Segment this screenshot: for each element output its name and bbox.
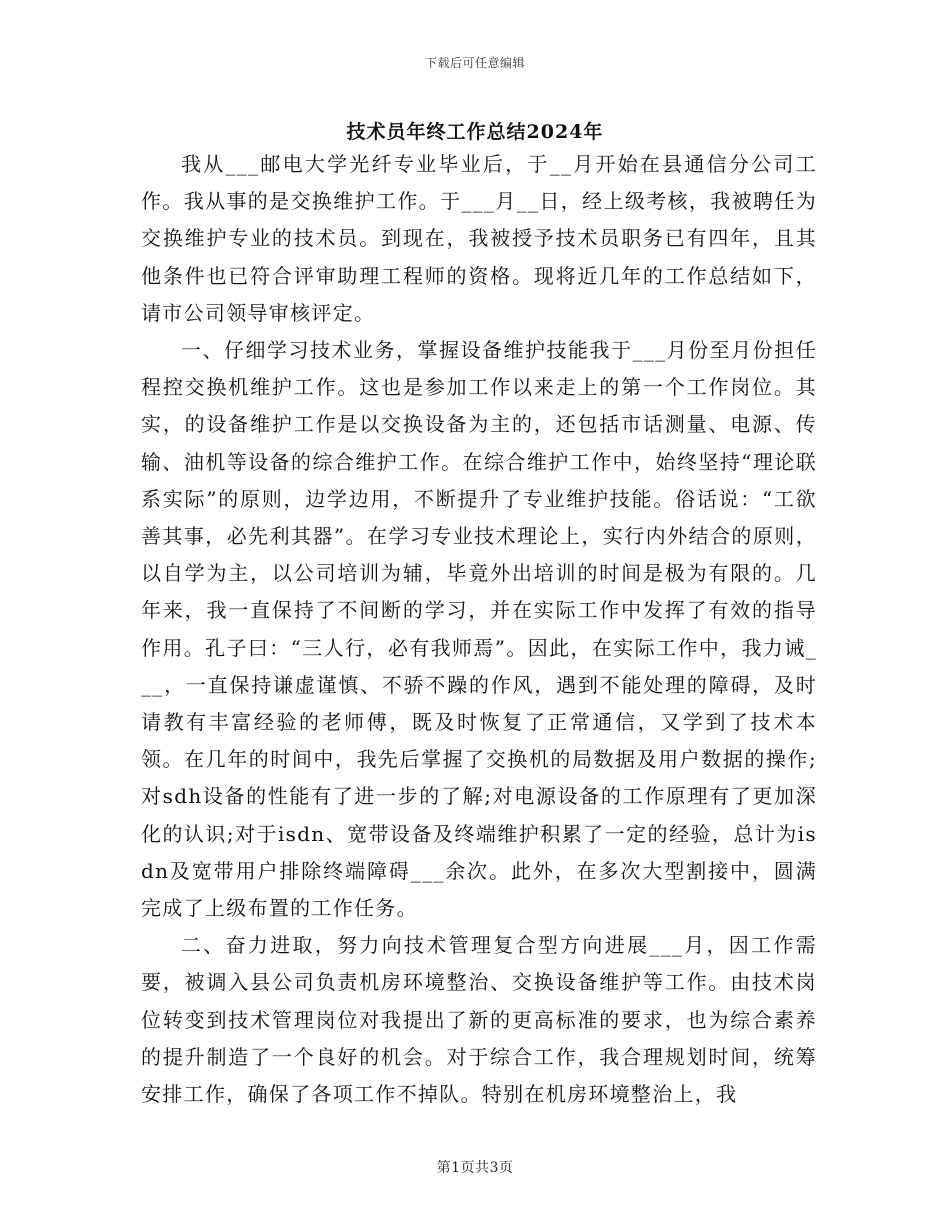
document-body [141, 146, 817, 1113]
page-header: 下载后可任意编辑 [424, 56, 525, 70]
page-footer: 第1页共3页 [436, 1160, 514, 1176]
document-title: 技术员年终工作总结2024年 [346, 121, 604, 143]
paragraph-intro: 我从___邮电大学光纤专业毕业后，于__月开始在县通信分公司工作。我从事的是交换维护工作。于___月__日，经上级考核，我被聘任为交换维护专业的技术员。到现在，我被授予技术员职务已有四年，且其他条件也已符合评审助理工程师的资格。现将近几年的工作总结如下，请市公司领导审核评定。 [141, 152, 817, 325]
paragraph-section-1: 一、仔细学习技术业务，掌握设备维护技能我于___月份至月份担任程控交换机维护工作。这也是参加工作以来走上的第一个工作岗位。其实，的设备维护工作是以交换设备为主的，还包括市话测量、电源、传输、油机等设备的综合维护工作。在综合维护工作中，始终坚持“理论联系实际”的原则，边学边用，不断提升了专业维护技能。俗话说：“工欲善其事，必先利其器”。在学习专业技术理论上，实行内外结合的原则，以自学为主，以公司培训为辅，毕竟外出培训的时间是极为有限的。几年来，我一直保持了不间断的学习，并在实际工作中发挥了有效的指导作用。孔子曰：“三人行，必有我师焉”。因此，在实际工作中，我力诫___，一直保持谦虚谨慎、不骄不躁的作风，遇到不能处理的障碍，及时请教有丰富经验的老师傅，既及时恢复了正常通信，又学到了技术本领。在几年的时间中，我先后掌握了交换机的局数据及用户数据的操作;对sdh设备的性能有了进一步的了解;对电源设备的工作原理有了更加深化的认识;对于isdn、宽带设备及终端维护积累了一定的经验，总计为isdn及宽带用户排除终端障碍___余次。此外，在多次大型割接中，圆满完成了上级布置的工作任务。 [141, 338, 817, 921]
paragraph-section-2: 二、奋力进取，努力向技术管理复合型方向进展___月，因工作需要，被调入县公司负责机房环境整治、交换设备维护等工作。由技术岗位转变到技术管理岗位对我提出了新的更高标准的要求，也为综合素养的提升制造了一个良好的机会。对于综合工作，我合理规划时间，统筹安排工作，确保了各项工作不掉队。特别在机房环境整治上，我 [141, 933, 817, 1107]
